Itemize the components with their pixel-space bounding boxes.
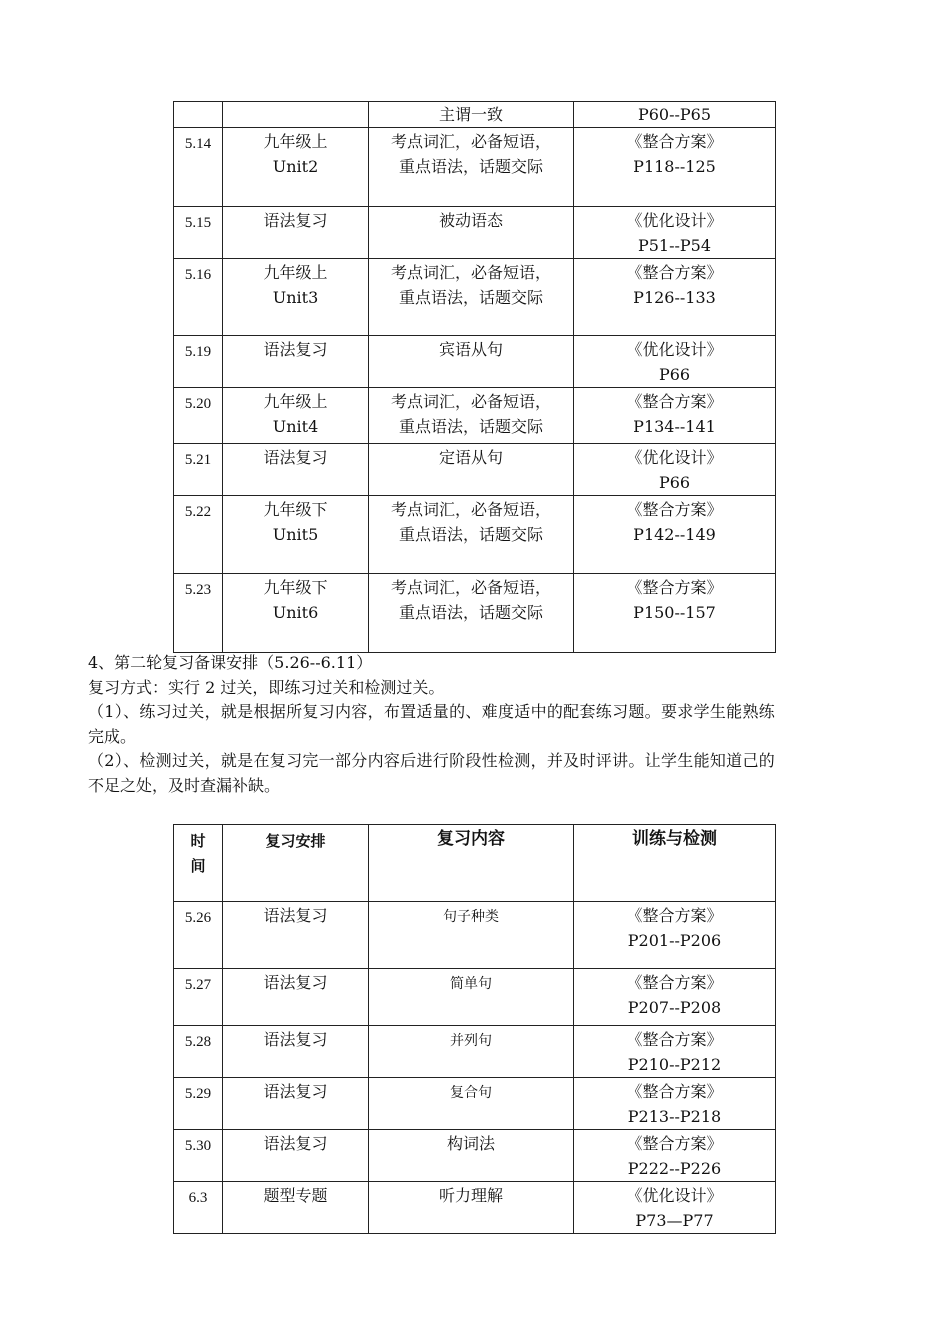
table-row: [174, 207, 776, 259]
content-cell: 宾语从句: [369, 336, 574, 388]
table-row: [174, 336, 776, 388]
date-cell: 6.3: [174, 1182, 223, 1234]
reference-cell: 《整合方案》 P150--157: [574, 574, 776, 653]
table-row: [174, 496, 776, 574]
section-heading: 4、第二轮复习备课安排（5.26--6.11）: [88, 653, 373, 672]
paragraph-1-line-2: 完成。: [88, 726, 137, 746]
plan-cell: 语法复习: [223, 969, 369, 1026]
date-cell: 5.20: [174, 388, 223, 444]
header-plan: 复习安排: [223, 825, 369, 902]
date-cell: 5.15: [174, 207, 223, 259]
date-cell: 5.30: [174, 1130, 223, 1182]
table-row: [174, 259, 776, 336]
content-cell: 定语从句: [369, 444, 574, 496]
date-cell: 5.27: [174, 969, 223, 1026]
unit-cell: [223, 102, 369, 128]
reference-cell: 《优化设计》 P66: [574, 444, 776, 496]
table-row: [174, 1182, 776, 1234]
content-cell: 被动语态: [369, 207, 574, 259]
paragraph-2-line-2: 不足之处，及时查漏补缺。: [88, 775, 281, 795]
table-row: [174, 902, 776, 969]
reference-cell: 《整合方案》 P126--133: [574, 259, 776, 336]
date-cell: 5.26: [174, 902, 223, 969]
review-schedule-table-2: [173, 824, 776, 1234]
plan-cell: 题型专题: [223, 1182, 369, 1234]
reference-cell: 《整合方案》 P201--P206: [574, 902, 776, 969]
reference-cell: 《整合方案》 P118--125: [574, 128, 776, 207]
reference-cell: 《整合方案》 P142--149: [574, 496, 776, 574]
review-method: 复习方式：实行 2 过关，即练习过关和检测过关。: [88, 677, 445, 697]
reference-cell: P60--P65: [574, 102, 776, 128]
content-cell: 考点词汇，必备短语， 重点语法，话题交际: [369, 128, 574, 207]
date-cell: 5.28: [174, 1026, 223, 1078]
plan-cell: 语法复习: [223, 1078, 369, 1130]
reference-cell: 《优化设计》 P51--P54: [574, 207, 776, 259]
date-cell: 5.29: [174, 1078, 223, 1130]
unit-cell: 语法复习: [223, 444, 369, 496]
reference-cell: 《整合方案》 P207--P208: [574, 969, 776, 1026]
reference-cell: 《整合方案》 P222--P226: [574, 1130, 776, 1182]
table-row: [174, 1130, 776, 1182]
unit-cell: 九年级下 Unit6: [223, 574, 369, 653]
date-cell: [174, 102, 223, 128]
date-cell: 5.16: [174, 259, 223, 336]
date-cell: 5.19: [174, 336, 223, 388]
table-row: [174, 388, 776, 444]
reference-cell: 《优化设计》 P66: [574, 336, 776, 388]
unit-cell: 九年级上 Unit4: [223, 388, 369, 444]
content-cell: 简单句: [369, 969, 574, 1026]
table-header-row: [174, 825, 776, 902]
reference-cell: 《整合方案》 P210--P212: [574, 1026, 776, 1078]
table-row: [174, 102, 776, 128]
header-content: 复习内容: [369, 825, 574, 902]
unit-cell: 语法复习: [223, 336, 369, 388]
content-cell: 复合句: [369, 1078, 574, 1130]
paragraph-2-line-1: （2）、检测过关，就是在复习完一部分内容后进行阶段性检测，并及时评讲。让学生能知道己的: [88, 751, 776, 770]
header-time: 时 间: [174, 825, 223, 902]
content-cell: 考点词汇，必备短语， 重点语法，话题交际: [369, 574, 574, 653]
reference-cell: 《整合方案》 P134--141: [574, 388, 776, 444]
content-cell: 考点词汇，必备短语， 重点语法，话题交际: [369, 388, 574, 444]
content-cell: 考点词汇，必备短语， 重点语法，话题交际: [369, 496, 574, 574]
unit-cell: 九年级上 Unit3: [223, 259, 369, 336]
table-row: [174, 1026, 776, 1078]
date-cell: 5.21: [174, 444, 223, 496]
plan-cell: 语法复习: [223, 1026, 369, 1078]
date-cell: 5.23: [174, 574, 223, 653]
paragraph-1-line-1: （1）、练习过关，就是根据所复习内容，布置适量的、难度适中的配套练习题。要求学生能熟练: [88, 702, 776, 721]
table-row: [174, 574, 776, 653]
content-cell: 听力理解: [369, 1182, 574, 1234]
table-row: [174, 444, 776, 496]
body-text: [88, 651, 868, 798]
unit-cell: 九年级下 Unit5: [223, 496, 369, 574]
reference-cell: 《整合方案》 P213--P218: [574, 1078, 776, 1130]
reference-cell: 《优化设计》 P73—P77: [574, 1182, 776, 1234]
content-cell: 并列句: [369, 1026, 574, 1078]
table-row: [174, 969, 776, 1026]
table-row: [174, 1078, 776, 1130]
content-cell: 句子种类: [369, 902, 574, 969]
plan-cell: 语法复习: [223, 902, 369, 969]
plan-cell: 语法复习: [223, 1130, 369, 1182]
content-cell: 主谓一致: [369, 102, 574, 128]
header-practice: 训练与检测: [574, 825, 776, 902]
content-cell: 构词法: [369, 1130, 574, 1182]
date-cell: 5.22: [174, 496, 223, 574]
table-row: [174, 128, 776, 207]
date-cell: 5.14: [174, 128, 223, 207]
content-cell: 考点词汇，必备短语， 重点语法，话题交际: [369, 259, 574, 336]
unit-cell: 语法复习: [223, 207, 369, 259]
review-schedule-table-1: [173, 101, 776, 653]
unit-cell: 九年级上 Unit2: [223, 128, 369, 207]
